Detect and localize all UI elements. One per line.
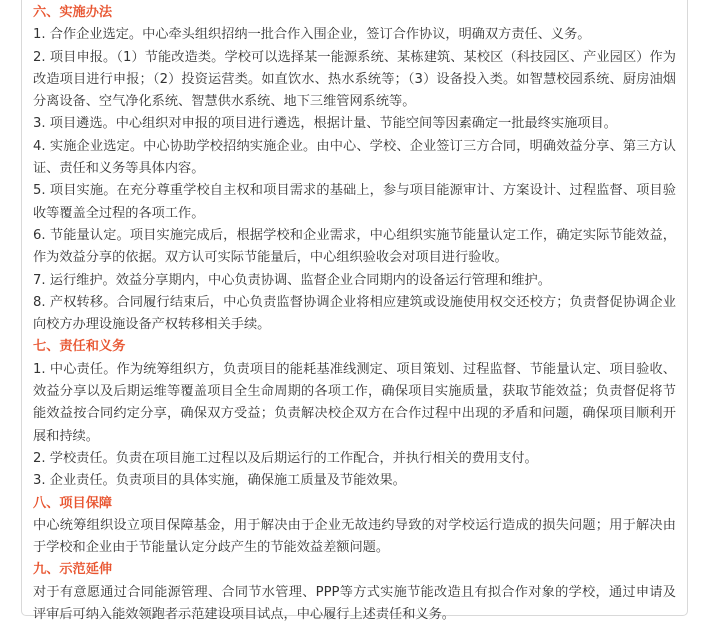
paragraph: 8. 产权转移。合同履行结束后，中心负责监督协调企业将相应建筑或设施使用权交还校方；负责督促协调企业向校方办理设施设备产权转移相关手续。 (33, 294, 676, 333)
section-guarantee (33, 493, 676, 560)
paragraph: 2. 学校责任。负责在项目施工过程以及后期运行的工作配合，并执行相关的费用支付。 (33, 450, 538, 466)
section-demonstration (33, 559, 676, 626)
paragraph: 1. 合作企业选定。中心牵头组织招纳一批合作入围企业，签订合作协议，明确双方责任、义务。 (33, 27, 591, 43)
paragraph: 7. 运行维护。效益分享期内，中心负责协调、监督企业合同期内的设备运行管理和维护。 (33, 272, 551, 288)
section-heading: 八、项目保障 (33, 495, 113, 511)
paragraph: 3. 项目遴选。中心组织对申报的项目进行遴选，根据计量、节能空间等因素确定一批最终实施项目。 (33, 116, 617, 132)
section-implementation (33, 2, 676, 336)
paragraph: 5. 项目实施。在充分尊重学校自主权和项目需求的基础上，参与项目能源审计、方案设计、过程监督、项目验收等覆盖全过程的各项工作。 (33, 183, 676, 221)
section-responsibilities (33, 336, 676, 492)
paragraph: 1. 中心责任。作为统筹组织方，负责项目的能耗基准线测定、项目策划、过程监督、节能量认定、项目验收、效益分享以及后期运维等覆盖项目全生命周期的各项工作，确保项目实施质量，获取节能效益；负责督促将节能效益按合同约定分享，确保双方受益；负责解决校企双方在合作过程中出现的矛盾和问题，确保项目顺利开展和持续。 (33, 361, 676, 444)
section-heading: 七、责任和义务 (33, 339, 126, 355)
paragraph: 3. 企业责任。负责项目的具体实施，确保施工质量及节能效果。 (33, 473, 406, 489)
paragraph: 6. 节能量认定。项目实施完成后，根据学校和企业需求，中心组织实施节能量认定工作，确定实际节能效益，作为效益分享的依据。双方认可实际节能量后，中心组织验收会对项目进行验收。 (33, 227, 676, 266)
paragraph: 2. 项目申报。（1）节能改造类。学校可以选择某一能源系统、某栋建筑、某校区（科技园区、产业园区）作为改造项目进行申报；（2）投资运营类。如直饮水、热水系统等；（3）设备投入类。如智慧校园系统、厨房油烟分离设备、空气净化系统、智慧供水系统、地下三维管网系统等。 (33, 49, 676, 110)
section-heading: 九、示范延伸 (33, 562, 113, 578)
paragraph: 4. 实施企业选定。中心协助学校招纳实施企业。由中心、学校、企业签订三方合同，明确效益分享、第三方认证、责任和义务等具体内容。 (33, 138, 676, 177)
section-heading: 六、实施办法 (33, 5, 113, 20)
paragraph: 中心统筹组织设立项目保障基金，用于解决由于企业无故违约导致的对学校运行造成的损失问题；用于解决由于学校和企业由于节能量认定分歧产生的节能效益差额问题。 (33, 517, 676, 556)
paragraph: 对于有意愿通过合同能源管理、合同节水管理、PPP等方式实施节能改造且有拟合作对象的学校，通过申请及评审后可纳入能效领跑者示范建设项目试点，中心履行上述责任和义务。 (33, 584, 676, 623)
content-card (21, 0, 688, 623)
